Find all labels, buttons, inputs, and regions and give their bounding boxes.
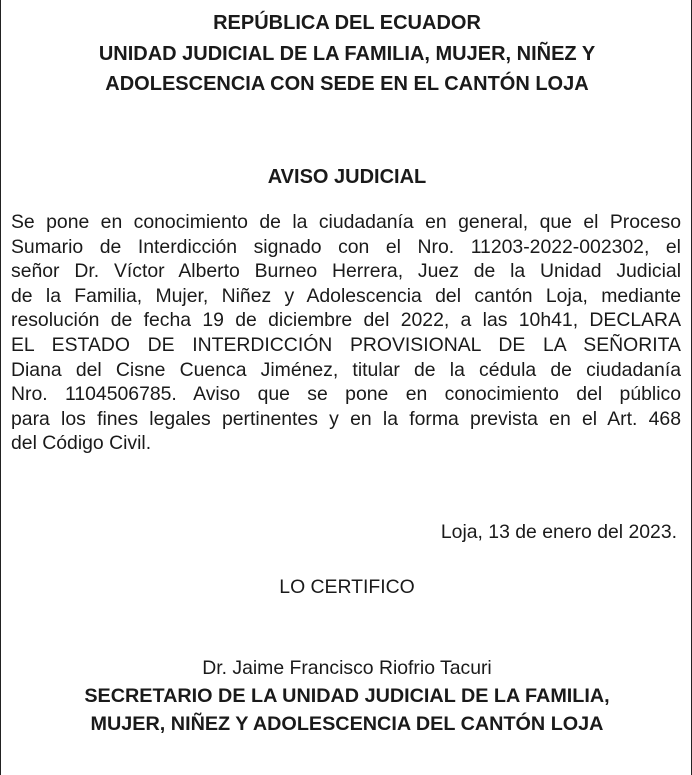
notice-body-line: Se pone en conocimiento de la ciudadanía en general, que el Proceso <box>11 211 681 233</box>
notice-body-line: Sumario de Interdicción signado con el Nro. 11203-2022-002302, el <box>11 235 681 258</box>
notice-body-line: EL ESTADO DE INTERDICCIÓN PROVISIONAL DE LA SEÑORITA <box>11 333 681 356</box>
notice-body <box>11 210 681 456</box>
signer-title-line-1: SECRETARIO DE LA UNIDAD JUDICIAL DE LA FAMILIA, <box>84 685 610 707</box>
certification-statement: LO CERTIFICO <box>279 576 415 598</box>
notice-title: AVISO JUDICIAL <box>267 166 427 188</box>
signer-title-line-2: MUJER, NIÑEZ Y ADOLESCENCIA DEL CANTÓN LOJA <box>90 713 604 735</box>
notice-body-line: Diana del Cisne Cuenca Jiménez, titular de la cédula de ciudadanía <box>11 358 681 381</box>
notice-body-line: señor Dr. Víctor Alberto Burneo Herrera, Juez de la Unidad Judicial <box>11 260 681 283</box>
signer-title <box>1 682 692 738</box>
notice-body-line: resolución de fecha 19 de diciembre del 2022, a las 10h41, DECLARA <box>11 309 681 332</box>
notice-body-line: de la Familia, Mujer, Niñez y Adolescencia del cantón Loja, mediante <box>11 284 681 307</box>
court-header <box>1 8 692 100</box>
header-court-line-1: UNIDAD JUDICIAL DE LA FAMILIA, MUJER, NIÑEZ Y <box>98 42 596 65</box>
signer-name: Dr. Jaime Francisco Riofrio Tacuri <box>202 657 492 679</box>
notice-body-line: del Código Civil. <box>11 432 152 455</box>
notice-body-line: Nro. 1104506785. Aviso que se pone en conocimiento del público <box>11 383 681 406</box>
place-and-date: Loja, 13 de enero del 2023. <box>440 521 677 543</box>
notice-body-line: para los fines legales pertinentes y en la forma prevista en el Art. 468 <box>11 407 681 430</box>
header-country-line: REPÚBLICA DEL ECUADOR <box>213 12 481 34</box>
header-court-line-2: ADOLESCENCIA CON SEDE EN EL CANTÓN LOJA <box>105 73 589 95</box>
